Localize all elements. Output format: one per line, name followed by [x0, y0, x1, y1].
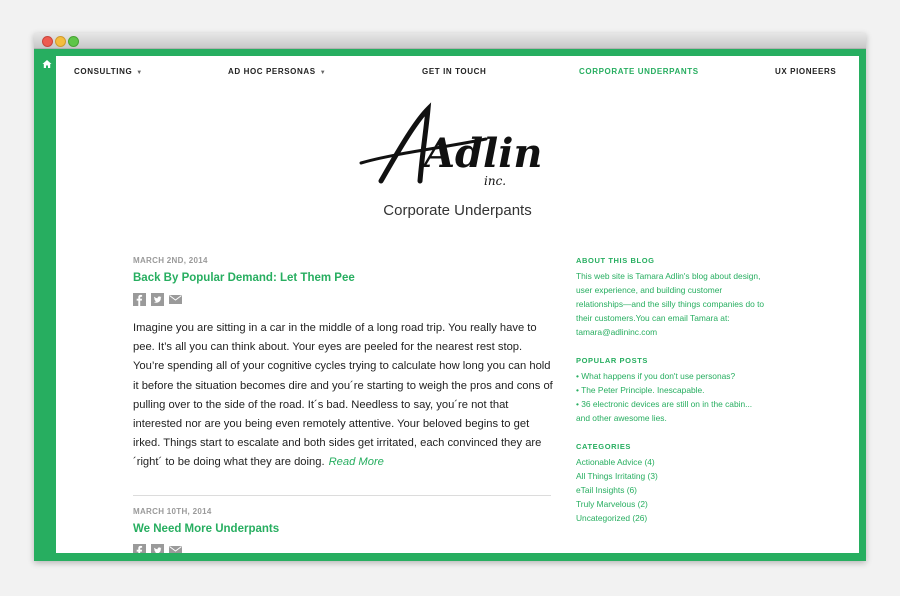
about-heading: ABOUT THIS BLOG: [576, 256, 655, 265]
browser-window: [34, 33, 866, 561]
home-button[interactable]: [38, 55, 56, 73]
category-link[interactable]: All Things Irritating (3): [576, 471, 658, 481]
facebook-icon[interactable]: [133, 293, 146, 306]
zoom-window-button[interactable]: [68, 36, 79, 47]
nav-ux-pioneers-label: UX PIONEERS: [775, 67, 837, 76]
title-bar: [34, 33, 866, 49]
logo-wordmark: Adlin: [424, 130, 543, 177]
post-title-link[interactable]: We Need More Underpants: [133, 523, 280, 535]
post-excerpt: [133, 319, 553, 473]
read-more-link[interactable]: Read More: [328, 456, 384, 469]
popular-post-link[interactable]: • 36 electronic devices are still on in the cabin... and other awesome lies.: [576, 399, 753, 423]
share-icons: [133, 293, 182, 306]
nav-corporate-underpants[interactable]: [579, 67, 699, 76]
page-content: [56, 56, 859, 553]
nav-ad-hoc-personas[interactable]: [228, 67, 326, 76]
email-icon[interactable]: [169, 293, 182, 306]
twitter-icon[interactable]: [151, 293, 164, 306]
category-link[interactable]: Uncategorized (26): [576, 513, 648, 523]
nav-get-in-touch[interactable]: [422, 67, 486, 76]
nav-consulting[interactable]: [74, 67, 143, 76]
facebook-icon[interactable]: [133, 544, 146, 553]
nav-get-in-touch-label: GET IN TOUCH: [422, 67, 487, 76]
logo-inc: inc.: [484, 174, 507, 188]
chevron-down-icon: ▼: [319, 70, 327, 76]
post-date: MARCH 2ND, 2014: [133, 256, 208, 265]
categories-heading: CATEGORIES: [576, 442, 632, 451]
nav-ux-pioneers[interactable]: [775, 67, 836, 76]
blog-subtitle: Corporate Underpants: [383, 202, 532, 219]
categories-section: [576, 442, 766, 525]
adlin-logo[interactable]: [356, 101, 546, 191]
popular-post-link[interactable]: • What happens if you don't use personas?: [576, 371, 736, 381]
minimize-window-button[interactable]: [55, 36, 66, 47]
chevron-down-icon: ▼: [136, 70, 143, 76]
post-title-link[interactable]: Back By Popular Demand: Let Them Pee: [133, 272, 355, 284]
popular-post-link[interactable]: • The Peter Principle. Inescapable.: [576, 385, 705, 395]
popular-posts-section: [576, 356, 766, 425]
about-section: [576, 256, 766, 339]
category-link[interactable]: Actionable Advice (4): [576, 457, 655, 467]
close-window-button[interactable]: [42, 36, 53, 47]
post-date: MARCH 10TH, 2014: [133, 507, 212, 516]
category-link[interactable]: Truly Marvelous (2): [576, 499, 648, 509]
sidebar: [576, 256, 766, 542]
post-divider: [133, 495, 551, 496]
nav-ad-hoc-personas-label: AD HOC PERSONAS: [228, 67, 316, 76]
nav-corporate-underpants-label: CORPORATE UNDERPANTS: [579, 67, 699, 76]
email-icon[interactable]: [169, 544, 182, 553]
category-link[interactable]: eTail Insights (6): [576, 485, 637, 495]
popular-posts-heading: POPULAR POSTS: [576, 356, 648, 365]
share-icons: [133, 544, 182, 553]
post-excerpt-text: Imagine you are sitting in a car in the middle of a long road trip. You really have to pee. It’s all you can think about. Your eyes are peeled for the nearest rest stop. You’re spending all of your cognitive cycles trying to calculate how long you can hold it before the situation becomes dire and you´re starting to weigh the pros and cons of pulling over to the side of the road. It´s bad. Needless to say, you´re not that interested nor are you being even remotely attentive. Your beloved begins to get irked. Things start to escalate and both sides get irritated, each convinced they are ´right´ to be doing what they are doing.: [133, 322, 553, 469]
nav-consulting-label: CONSULTING: [74, 67, 133, 76]
about-text: This web site is Tamara Adlin's blog about design, user experience, and building customer relationships—and the silly things companies do to their customers.You can email Tamara at: tamara@adlininc.com: [576, 271, 765, 337]
twitter-icon[interactable]: [151, 544, 164, 553]
home-icon: [42, 59, 52, 69]
